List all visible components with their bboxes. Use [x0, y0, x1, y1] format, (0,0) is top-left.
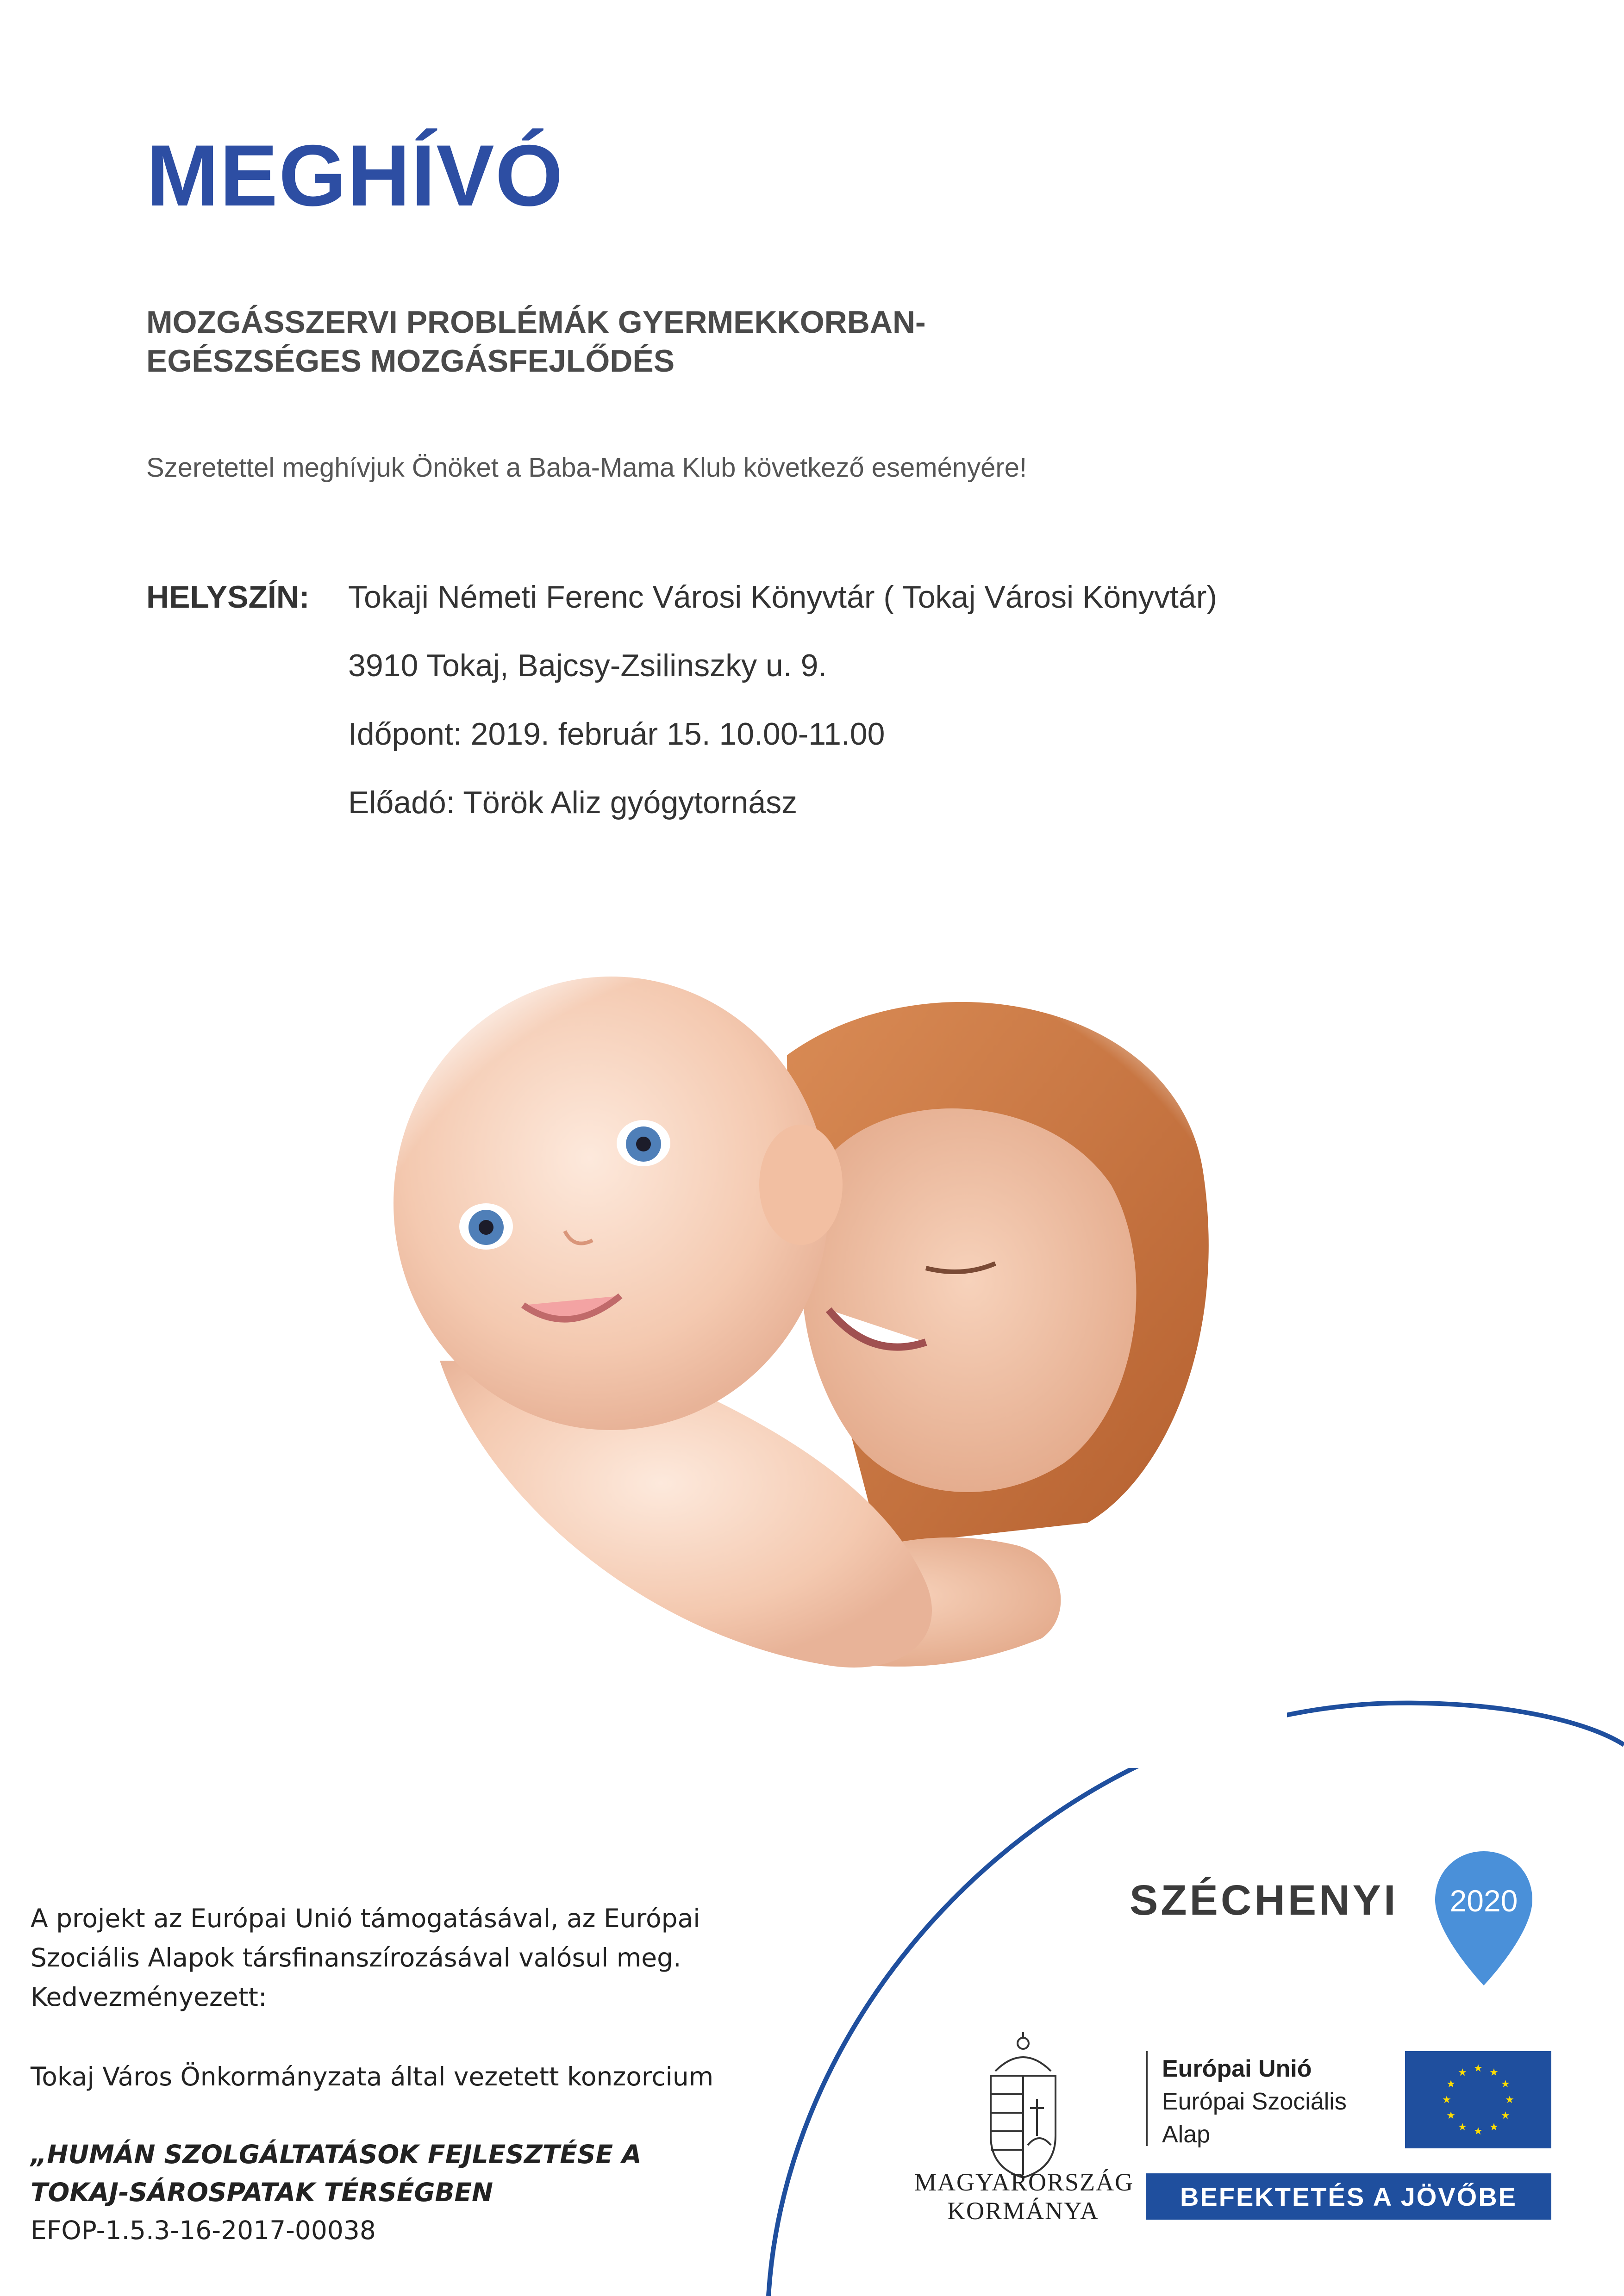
eu-star-icon: ★ — [1489, 2121, 1499, 2133]
page-title: MEGHÍVÓ — [146, 127, 564, 224]
szechenyi-logo-text: SZÉCHENYI — [1130, 1877, 1399, 1924]
eu-logo-line-2: Európai Szociális — [1162, 2088, 1347, 2115]
beneficiary-label: Kedvezményezett: — [31, 1982, 267, 2012]
hungarian-coat-of-arms-icon — [977, 2029, 1069, 2182]
eu-star-icon: ★ — [1442, 2094, 1451, 2105]
eu-star-icon: ★ — [1501, 2078, 1510, 2090]
project-title-line-2: TOKAJ-SÁROSPATAK TÉRSÉGBEN — [31, 2178, 493, 2207]
venue-address: 3910 Tokaj, Bajcsy-Zsilinszky u. 9. — [348, 648, 827, 683]
eu-star-icon: ★ — [1458, 2121, 1467, 2133]
project-title-line-1: „HUMÁN SZOLGÁLTATÁSOK FEJLESZTÉSE A — [31, 2140, 642, 2169]
szechenyi-year: 2020 — [1449, 1884, 1518, 1918]
eu-star-icon: ★ — [1505, 2094, 1514, 2105]
funding-text-line-1: A projekt az Európai Unió támogatásával, az Európai — [31, 1904, 700, 1933]
venue-name: Tokaji Németi Ferenc Városi Könyvtár ( Tokaj Városi Könyvtár) — [348, 579, 1218, 615]
subtitle-line-2: EGÉSZSÉGES MOZGÁSFEJLŐDÉS — [146, 343, 675, 379]
invest-future-banner: BEFEKTETÉS A JÖVŐBE — [1146, 2173, 1551, 2220]
venue-label: HELYSZÍN: — [146, 579, 310, 615]
project-code: EFOP-1.5.3-16-2017-00038 — [31, 2215, 376, 2245]
event-time: Időpont: 2019. február 15. 10.00-11.00 — [348, 716, 885, 752]
szechenyi-pin-icon — [1430, 1847, 1537, 1990]
invitation-text: Szeretettel meghívjuk Önöket a Baba-Mama Klub következő eseményére! — [146, 453, 1027, 483]
eu-star-icon: ★ — [1446, 2078, 1455, 2090]
government-name-line-2: KORMÁNYA — [947, 2197, 1099, 2225]
event-speaker: Előadó: Török Aliz gyógytornász — [348, 785, 798, 820]
subtitle-line-1: MOZGÁSSZERVI PROBLÉMÁK GYERMEKKORBAN- — [146, 305, 926, 340]
eu-star-icon: ★ — [1474, 2062, 1483, 2074]
eu-star-icon: ★ — [1474, 2125, 1483, 2137]
eu-star-icon: ★ — [1501, 2109, 1510, 2121]
eu-star-icon: ★ — [1458, 2066, 1467, 2078]
eu-flag-icon — [1405, 2051, 1551, 2148]
government-name-line-1: MAGYARORSZÁG — [914, 2168, 1134, 2196]
eu-star-icon: ★ — [1489, 2066, 1499, 2078]
eu-star-icon: ★ — [1446, 2109, 1455, 2121]
mother-baby-photo — [324, 944, 1287, 1768]
beneficiary-name: Tokaj Város Önkormányzata által vezetett konzorcium — [31, 2062, 714, 2091]
eu-logo-line-1: Európai Unió — [1162, 2055, 1312, 2082]
logo-divider — [1146, 2051, 1148, 2146]
eu-logo-line-3: Alap — [1162, 2121, 1211, 2148]
funding-text-line-2: Szociális Alapok társfinanszírozásával valósul meg. — [31, 1943, 681, 1972]
